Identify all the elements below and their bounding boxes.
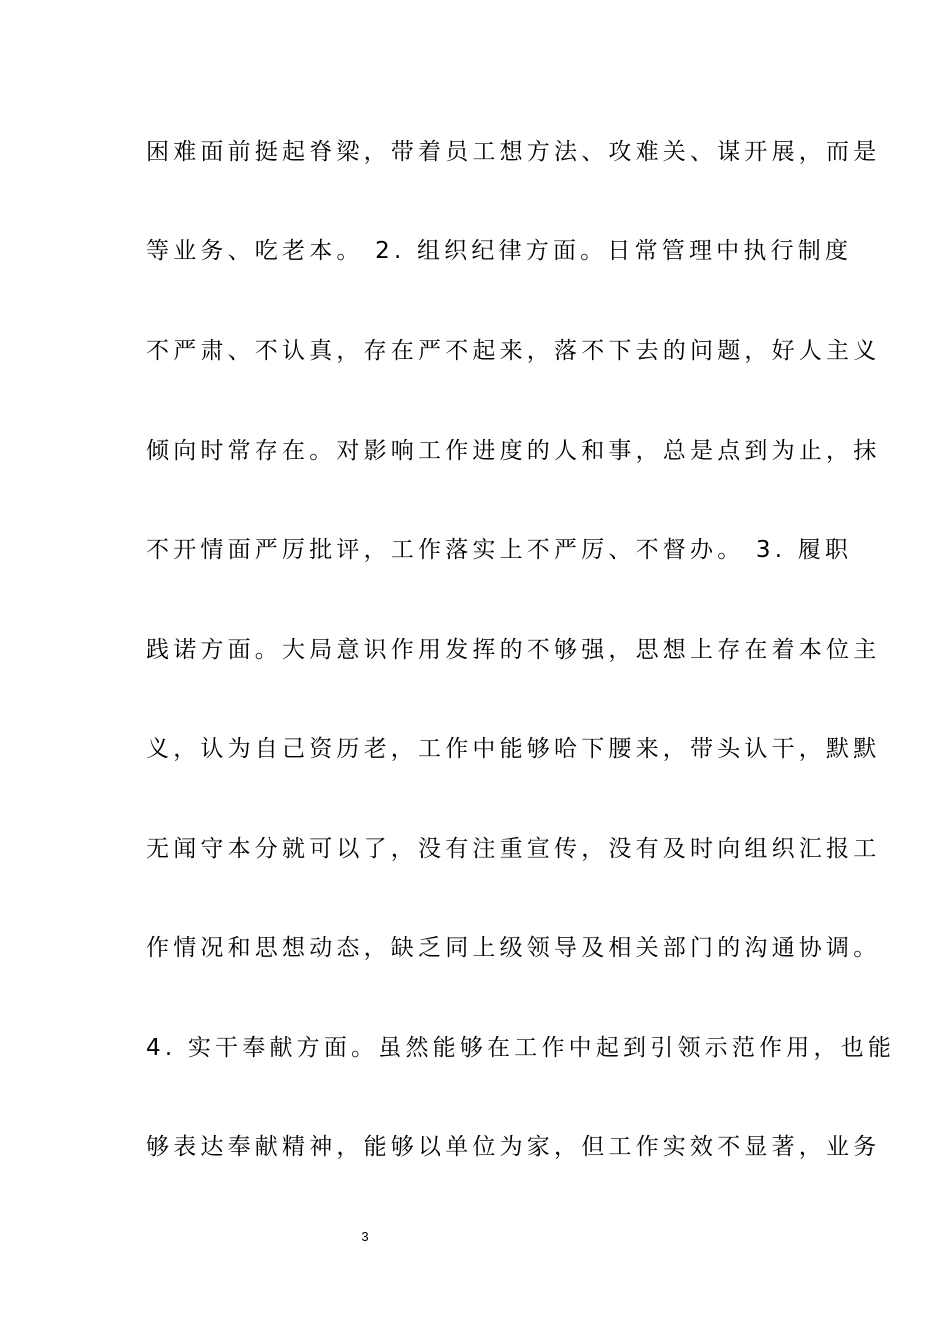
page-number: 3 [361, 1229, 369, 1244]
body-text-line: 够表达奉献精神，能够以单位为家，但工作实效不显著，业务 [146, 1134, 881, 1160]
body-text-line: 困难面前挺起脊梁，带着员工想方法、攻难关、谋开展，而是 [146, 139, 881, 165]
body-text-line: 等业务、吃老本。 2. 组织纪律方面。日常管理中执行制度 [146, 238, 853, 264]
body-text-line: 作情况和思想动态，缺乏同上级领导及相关部门的沟通协调。 [146, 935, 881, 961]
body-text-line: 义，认为自己资历老，工作中能够哈下腰来，带头认干，默默 [146, 736, 881, 762]
body-text-line: 不开情面严厉批评，工作落实上不严厉、不督办。 3. 履职 [146, 537, 853, 563]
body-text-line: 践诺方面。大局意识作用发挥的不够强，思想上存在着本位主 [146, 637, 881, 663]
body-text-line: 不严肃、不认真，存在严不起来，落不下去的问题，好人主义 [146, 338, 881, 364]
body-text-line: 4. 实干奉献方面。虽然能够在工作中起到引领示范作用，也能 [146, 1035, 896, 1061]
body-text-line: 无闻守本分就可以了，没有注重宣传，没有及时向组织汇报工 [146, 836, 881, 862]
body-text-line: 倾向时常存在。对影响工作进度的人和事，总是点到为止，抹 [146, 438, 881, 464]
